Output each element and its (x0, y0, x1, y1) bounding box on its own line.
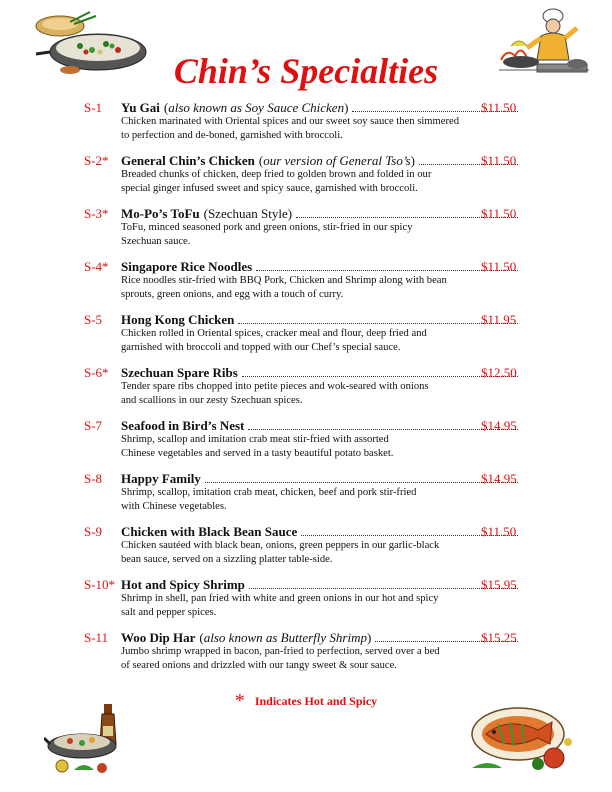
item-price: $11.50 (481, 100, 517, 115)
item-heading (121, 206, 520, 222)
description-line: to perfection and de-boned, garnished with broccoli. (121, 130, 343, 141)
item-price: $15.95 (481, 577, 517, 592)
item-heading (121, 524, 520, 540)
item-description (121, 592, 521, 620)
item-note-suffix: ) (410, 153, 415, 168)
item-heading (121, 471, 520, 487)
description-line: of seared onions and drizzled with our tangy sweet & sour sauce. (121, 660, 397, 671)
description-line: Shrimp in shell, pan fried with white and green onions in our hot and spicy (121, 593, 439, 604)
item-code: S-1 (84, 100, 103, 115)
item-heading (121, 100, 520, 116)
dot-leader (248, 429, 518, 430)
item-price: $15.25 (481, 630, 517, 645)
dot-leader (249, 588, 518, 589)
item-name: Woo Dip Har (121, 630, 196, 645)
page-title: Chin’s Specialties (173, 51, 439, 91)
item-note (199, 630, 371, 646)
item-name: Yu Gai (121, 100, 160, 115)
fish-platter-clipart-bottom-right (468, 700, 580, 778)
description-line: salt and pepper spices. (121, 607, 217, 618)
description-line: Shrimp, scallop and imitation crab meat stir-fried with assorted (121, 434, 389, 445)
description-line: bean sauce, served on a sizzling platter table-side. (121, 554, 333, 565)
item-description (121, 486, 521, 514)
item-description (121, 645, 521, 673)
item-price: $11.50 (481, 524, 517, 539)
item-note-italic: our version of General Tso’s (263, 153, 411, 168)
item-note (259, 153, 415, 169)
description-line: special ginger infused sweet and spicy sauce, garnished with broccoli. (121, 183, 418, 194)
item-heading (121, 312, 520, 328)
item-code: S-9 (84, 524, 103, 539)
item-heading (121, 418, 520, 434)
item-code: S-10* (84, 577, 116, 592)
description-line: Shrimp, scallop, imitation crab meat, chicken, beef and pork stir-fried (121, 487, 417, 498)
item-code: S-2* (84, 153, 109, 168)
item-code: S-8 (84, 471, 103, 486)
item-description (121, 433, 521, 461)
dot-leader (242, 376, 518, 377)
item-description (121, 380, 521, 408)
item-description (121, 115, 521, 143)
item-note (164, 100, 349, 116)
item-price: $12.50 (481, 365, 517, 380)
spicy-star-icon: * (234, 690, 245, 712)
item-name: Chicken with Black Bean Sauce (121, 524, 298, 539)
item-code: S-4* (84, 259, 109, 274)
description-line: sprouts, green onions, and egg with a touch of curry. (121, 289, 344, 300)
item-name: Singapore Rice Noodles (121, 259, 253, 274)
item-price: $11.95 (481, 312, 517, 327)
item-price: $14.95 (481, 418, 517, 433)
item-note-suffix: ) (344, 100, 349, 115)
item-price: $11.50 (481, 206, 517, 221)
item-name: Szechuan Spare Ribs (121, 365, 238, 380)
item-code: S-6* (84, 365, 109, 380)
dot-leader (256, 270, 518, 271)
item-code: S-11 (84, 630, 109, 645)
item-note (204, 206, 292, 222)
description-line: Chicken sautéed with black bean, onions, green peppers in our garlic-black (121, 540, 440, 551)
item-heading (121, 153, 520, 169)
spicy-legend-text: Indicates Hot and Spicy (254, 694, 378, 708)
item-heading (121, 630, 520, 646)
wok-bottle-clipart-bottom-left (44, 700, 130, 780)
item-price: $11.50 (481, 259, 517, 274)
description-line: with Chinese vegetables. (121, 501, 227, 512)
description-line: Breaded chunks of chicken, deep fried to golden brown and folded in our (121, 169, 432, 180)
dot-leader (205, 482, 518, 483)
description-line: Rice noodles stir-fried with BBQ Pork, Chicken and Shrimp along with bean (121, 275, 447, 286)
item-name: Hot and Spicy Shrimp (121, 577, 245, 592)
item-note-prefix: ( (199, 630, 204, 645)
item-name: General Chin’s Chicken (121, 153, 255, 168)
description-line: ToFu, minced seasoned pork and green onions, stir-fried in our spicy (121, 222, 413, 233)
description-line: Jumbo shrimp wrapped in bacon, pan-fried to perfection, served over a bed (121, 646, 440, 657)
item-name: Mo-Po’s ToFu (121, 206, 200, 221)
description-line: Chinese vegetables and served in a tasty beautiful potato basket. (121, 448, 394, 459)
item-name: Hong Kong Chicken (121, 312, 235, 327)
item-note-prefix: ( (163, 100, 169, 115)
item-name: Seafood in Bird’s Nest (121, 418, 245, 433)
item-code: S-7 (84, 418, 103, 433)
item-note-prefix: ( (258, 153, 264, 168)
item-description (121, 274, 521, 302)
item-heading (121, 577, 520, 593)
item-note-italic: also known as Butterfly Shrimp (203, 630, 367, 645)
item-price: $11.50 (481, 153, 517, 168)
dot-leader (238, 323, 518, 324)
description-line: and scallions in our zesty Szechuan spices. (121, 395, 303, 406)
item-price: $14.95 (481, 471, 517, 486)
description-line: Chicken marinated with Oriental spices and our sweet soy sauce then simmered (121, 116, 460, 127)
item-description (121, 327, 521, 355)
item-note-prefix: (Szechuan Style) (203, 206, 293, 221)
item-description (121, 168, 521, 196)
description-line: Szechuan sauce. (121, 236, 191, 247)
item-description (121, 221, 521, 249)
description-line: Tender spare ribs chopped into petite pieces and wok-seared with onions (121, 381, 429, 392)
description-line: Chicken rolled in Oriental spices, cracker meal and flour, deep fried and (121, 328, 427, 339)
item-note-italic: also known as Soy Sauce Chicken (168, 100, 345, 115)
item-note-suffix: ) (366, 630, 372, 645)
item-code: S-5 (84, 312, 103, 327)
description-line: garnished with broccoli and topped with our Chef’s special sauce. (121, 342, 401, 353)
item-description (121, 539, 521, 567)
item-name: Happy Family (121, 471, 201, 486)
item-heading (121, 365, 520, 381)
item-heading (121, 259, 520, 275)
item-code: S-3* (84, 206, 109, 221)
